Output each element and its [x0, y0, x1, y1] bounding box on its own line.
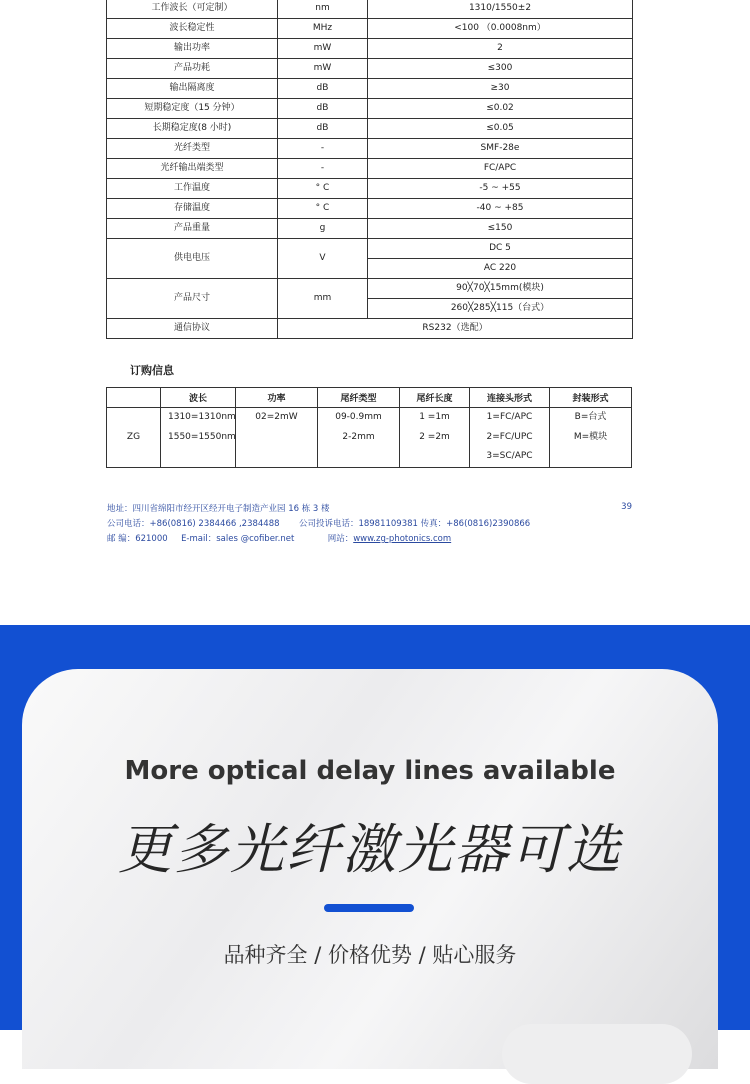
spec-row	[107, 39, 633, 59]
footer-phones	[107, 517, 632, 532]
order-header-connector: 连接头形式	[470, 388, 550, 408]
order-code: ZG	[126, 432, 141, 443]
footer-postcode: 邮 编：621000	[107, 534, 168, 544]
order-fiber-type-cell	[318, 408, 400, 468]
order-wavelength-cell	[161, 408, 236, 468]
order-wavelength-option: 1550=1550nm	[168, 431, 236, 442]
spec-row	[107, 139, 633, 159]
spec-row	[107, 319, 633, 339]
footer-website-link[interactable]: www.zg-photonics.com	[353, 534, 452, 544]
spec-param: 输出隔离度	[107, 79, 278, 99]
order-fiber-length-option: 1 =1m	[419, 412, 450, 422]
order-header-package: 封装形式	[550, 388, 632, 408]
order-code-cell	[107, 408, 161, 468]
spec-param: 存储温度	[107, 199, 278, 219]
spec-row	[107, 279, 633, 299]
spec-row	[107, 179, 633, 199]
spec-unit: ° C	[278, 199, 368, 219]
page-number: 39	[621, 502, 632, 512]
spec-unit: -	[278, 139, 368, 159]
spec-param: 产品重量	[107, 219, 278, 239]
spec-value: ≤0.05	[368, 119, 633, 139]
spec-unit: MHz	[278, 19, 368, 39]
spec-row	[107, 199, 633, 219]
spec-unit: mW	[278, 59, 368, 79]
spec-row	[107, 159, 633, 179]
spec-unit: V	[278, 239, 368, 279]
accent-divider	[324, 904, 414, 912]
spec-value: FC/APC	[368, 159, 633, 179]
promo-tagline: 品种齐全 / 价格优势 / 贴心服务	[223, 943, 517, 967]
spec-row	[107, 219, 633, 239]
order-header-power: 功率	[236, 388, 318, 408]
order-options-row	[107, 408, 632, 468]
order-connector-option: 2=FC/UPC	[486, 431, 533, 442]
order-connector-cell	[470, 408, 550, 468]
spec-value: -5 ~ +55	[368, 179, 633, 199]
spec-row	[107, 0, 633, 19]
spec-unit: g	[278, 219, 368, 239]
spec-value: ≤300	[368, 59, 633, 79]
spec-row	[107, 59, 633, 79]
order-header-wavelength: 波长	[161, 388, 236, 408]
spec-value: 90╳70╳15mm(模块)	[368, 279, 633, 299]
order-header-row	[107, 388, 632, 408]
spec-unit: dB	[278, 79, 368, 99]
spec-unit: -	[278, 159, 368, 179]
spec-param: 波长稳定性	[107, 19, 278, 39]
order-wavelength-option: 1310=1310nm	[168, 412, 236, 422]
promo-chinese-title: 更多光纤激光器可选	[118, 818, 622, 881]
order-connector-option: 3=SC/APC	[486, 451, 533, 461]
order-fiber-type-option: 2-2mm	[342, 431, 375, 442]
spec-value: AC 220	[368, 259, 633, 279]
promo-card	[22, 669, 718, 1069]
footer-address: 地址：四川省绵阳市经开区经开电子制造产业园 16 栋 3 楼	[107, 504, 330, 514]
spec-param: 输出功率	[107, 39, 278, 59]
footer-website-label: 网站：	[327, 534, 354, 544]
spec-table	[106, 0, 633, 339]
order-power-option: 02=2mW	[255, 412, 298, 422]
order-table	[106, 387, 632, 468]
spec-row	[107, 239, 633, 259]
order-connector-option: 1=FC/APC	[486, 412, 533, 422]
order-info-title: 订购信息	[130, 364, 174, 377]
order-fiber-length-cell	[400, 408, 470, 468]
spec-param: 产品功耗	[107, 59, 278, 79]
spec-param: 供电电压	[107, 239, 278, 279]
footer-phone: 公司电话：+86(0816) 2384466 ,2384488	[107, 519, 280, 529]
spec-param: 短期稳定度（15 分钟）	[107, 99, 278, 119]
spec-param: 光纤输出端类型	[107, 159, 278, 179]
order-power-cell	[236, 408, 318, 468]
spec-value: DC 5	[368, 239, 633, 259]
spec-value: ≤0.02	[368, 99, 633, 119]
order-package-cell	[550, 408, 632, 468]
spec-value: ≤150	[368, 219, 633, 239]
order-header-fiber-length: 尾纤长度	[400, 388, 470, 408]
spec-row	[107, 19, 633, 39]
spec-unit: dB	[278, 99, 368, 119]
order-header-code	[107, 388, 161, 408]
spec-value: 260╳285╳115（台式）	[368, 299, 633, 319]
spec-param: 光纤类型	[107, 139, 278, 159]
order-package-option: M=模块	[573, 431, 608, 442]
spec-unit: mm	[278, 279, 368, 319]
spec-param: 通信协议	[107, 319, 278, 339]
contact-footer	[107, 502, 632, 547]
footer-complaint-fax: 公司投诉电话：18981109381 传真：+86(0816)2390866	[298, 519, 531, 529]
footer-contact	[107, 532, 632, 547]
spec-row	[107, 99, 633, 119]
promo-english-title: More optical delay lines available	[124, 756, 616, 786]
spec-table-body	[107, 0, 633, 339]
spec-unit: ° C	[278, 179, 368, 199]
decorative-shape	[502, 1024, 692, 1084]
spec-param: 工作温度	[107, 179, 278, 199]
order-package-option: B=台式	[574, 412, 607, 422]
spec-value: ≥30	[368, 79, 633, 99]
spec-value: 1310/1550±2	[368, 0, 633, 19]
spec-value: <100 （0.0008nm）	[368, 19, 633, 39]
order-fiber-length-option: 2 =2m	[419, 431, 450, 442]
footer-email: E-mail：sales @cofiber.net	[181, 534, 295, 544]
spec-row	[107, 119, 633, 139]
spec-value: -40 ~ +85	[368, 199, 633, 219]
spec-value: RS232（选配）	[278, 319, 633, 339]
spec-param: 产品尺寸	[107, 279, 278, 319]
spec-unit: mW	[278, 39, 368, 59]
spec-unit: nm	[278, 0, 368, 19]
order-header-fiber-type: 尾纤类型	[318, 388, 400, 408]
spec-param: 长期稳定度(8 小时)	[107, 119, 278, 139]
spec-value: SMF-28e	[368, 139, 633, 159]
promo-banner	[0, 625, 750, 1030]
order-fiber-type-option: 09-0.9mm	[335, 412, 382, 422]
spec-unit: dB	[278, 119, 368, 139]
spec-row	[107, 79, 633, 99]
spec-value: 2	[368, 39, 633, 59]
spec-param: 工作波长（可定制）	[107, 0, 278, 19]
